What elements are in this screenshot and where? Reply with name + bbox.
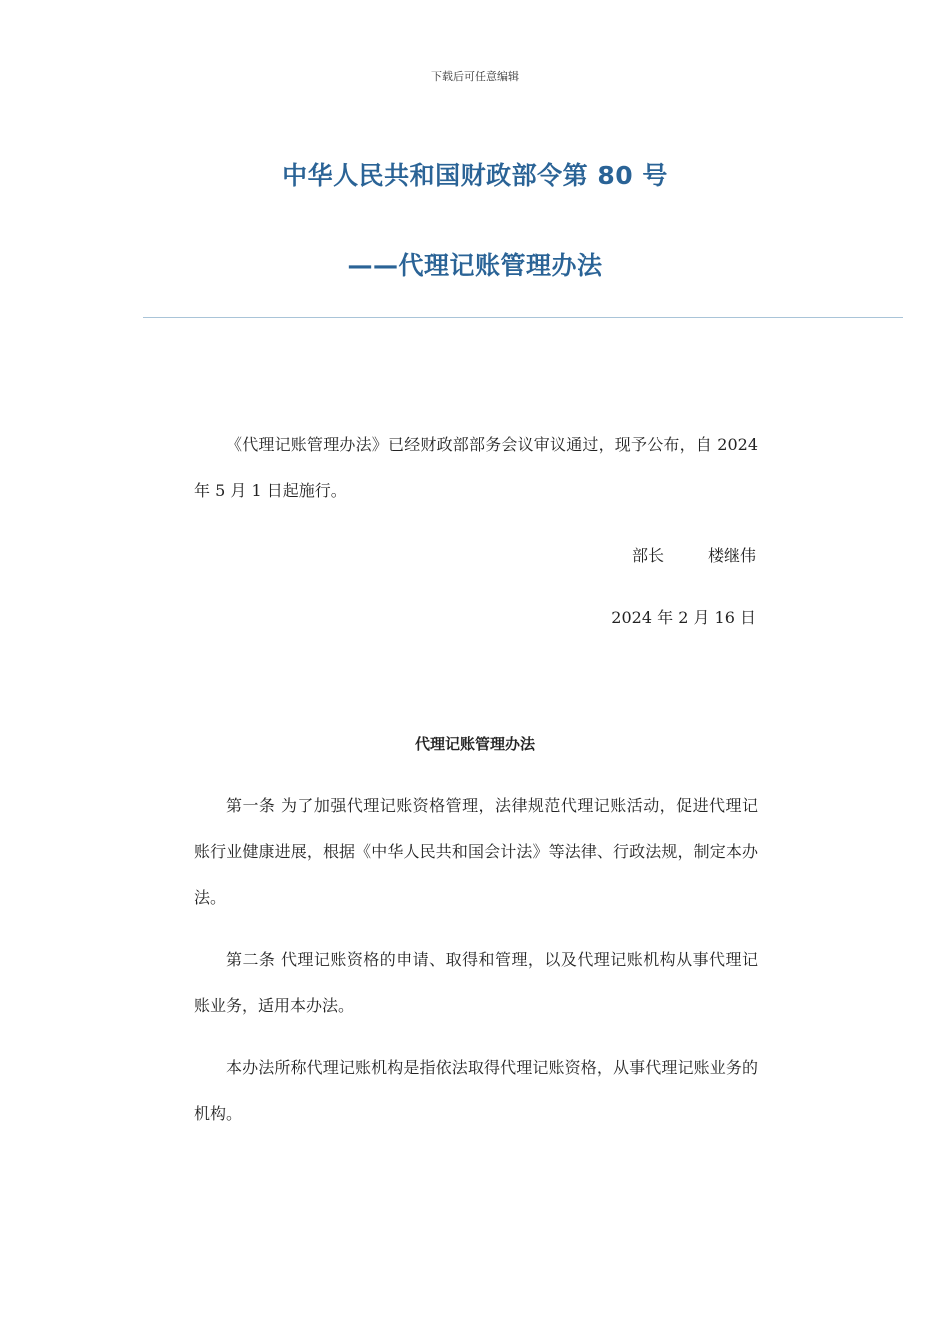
title-divider (143, 317, 903, 318)
signatory-name: 楼继伟 (707, 546, 756, 565)
section-title: 代理记账管理办法 (414, 735, 535, 753)
article-paragraph: 本办法所称代理记账机构是指依法取得代理记账资格，从事代理记账业务的机构。 (194, 1058, 758, 1123)
signing-date: 2024 年 2 月 16 日 (611, 608, 756, 627)
document-title: 中华人民共和国财政部令第 80 号 (282, 161, 668, 190)
announcement-paragraph: 《代理记账管理办法》已经财政部部务会议审议通过，现予公布，自 2024 年 5 月 1 日起施行。 (194, 435, 758, 500)
page-header: 下载后可任意编辑 (431, 70, 519, 83)
article-paragraph: 第二条 代理记账资格的申请、取得和管理，以及代理记账机构从事代理记账业务，适用本办法。 (194, 950, 758, 1015)
signatory (632, 543, 756, 566)
article-paragraph: 第一条 为了加强代理记账资格管理，法律规范代理记账活动，促进代理记账行业健康进展，根据《中华人民共和国会计法》等法律、行政法规，制定本办法。 (194, 796, 758, 907)
signatory-position: 部长 (631, 546, 664, 565)
document-subtitle: ——代理记账管理办法 (347, 251, 603, 280)
